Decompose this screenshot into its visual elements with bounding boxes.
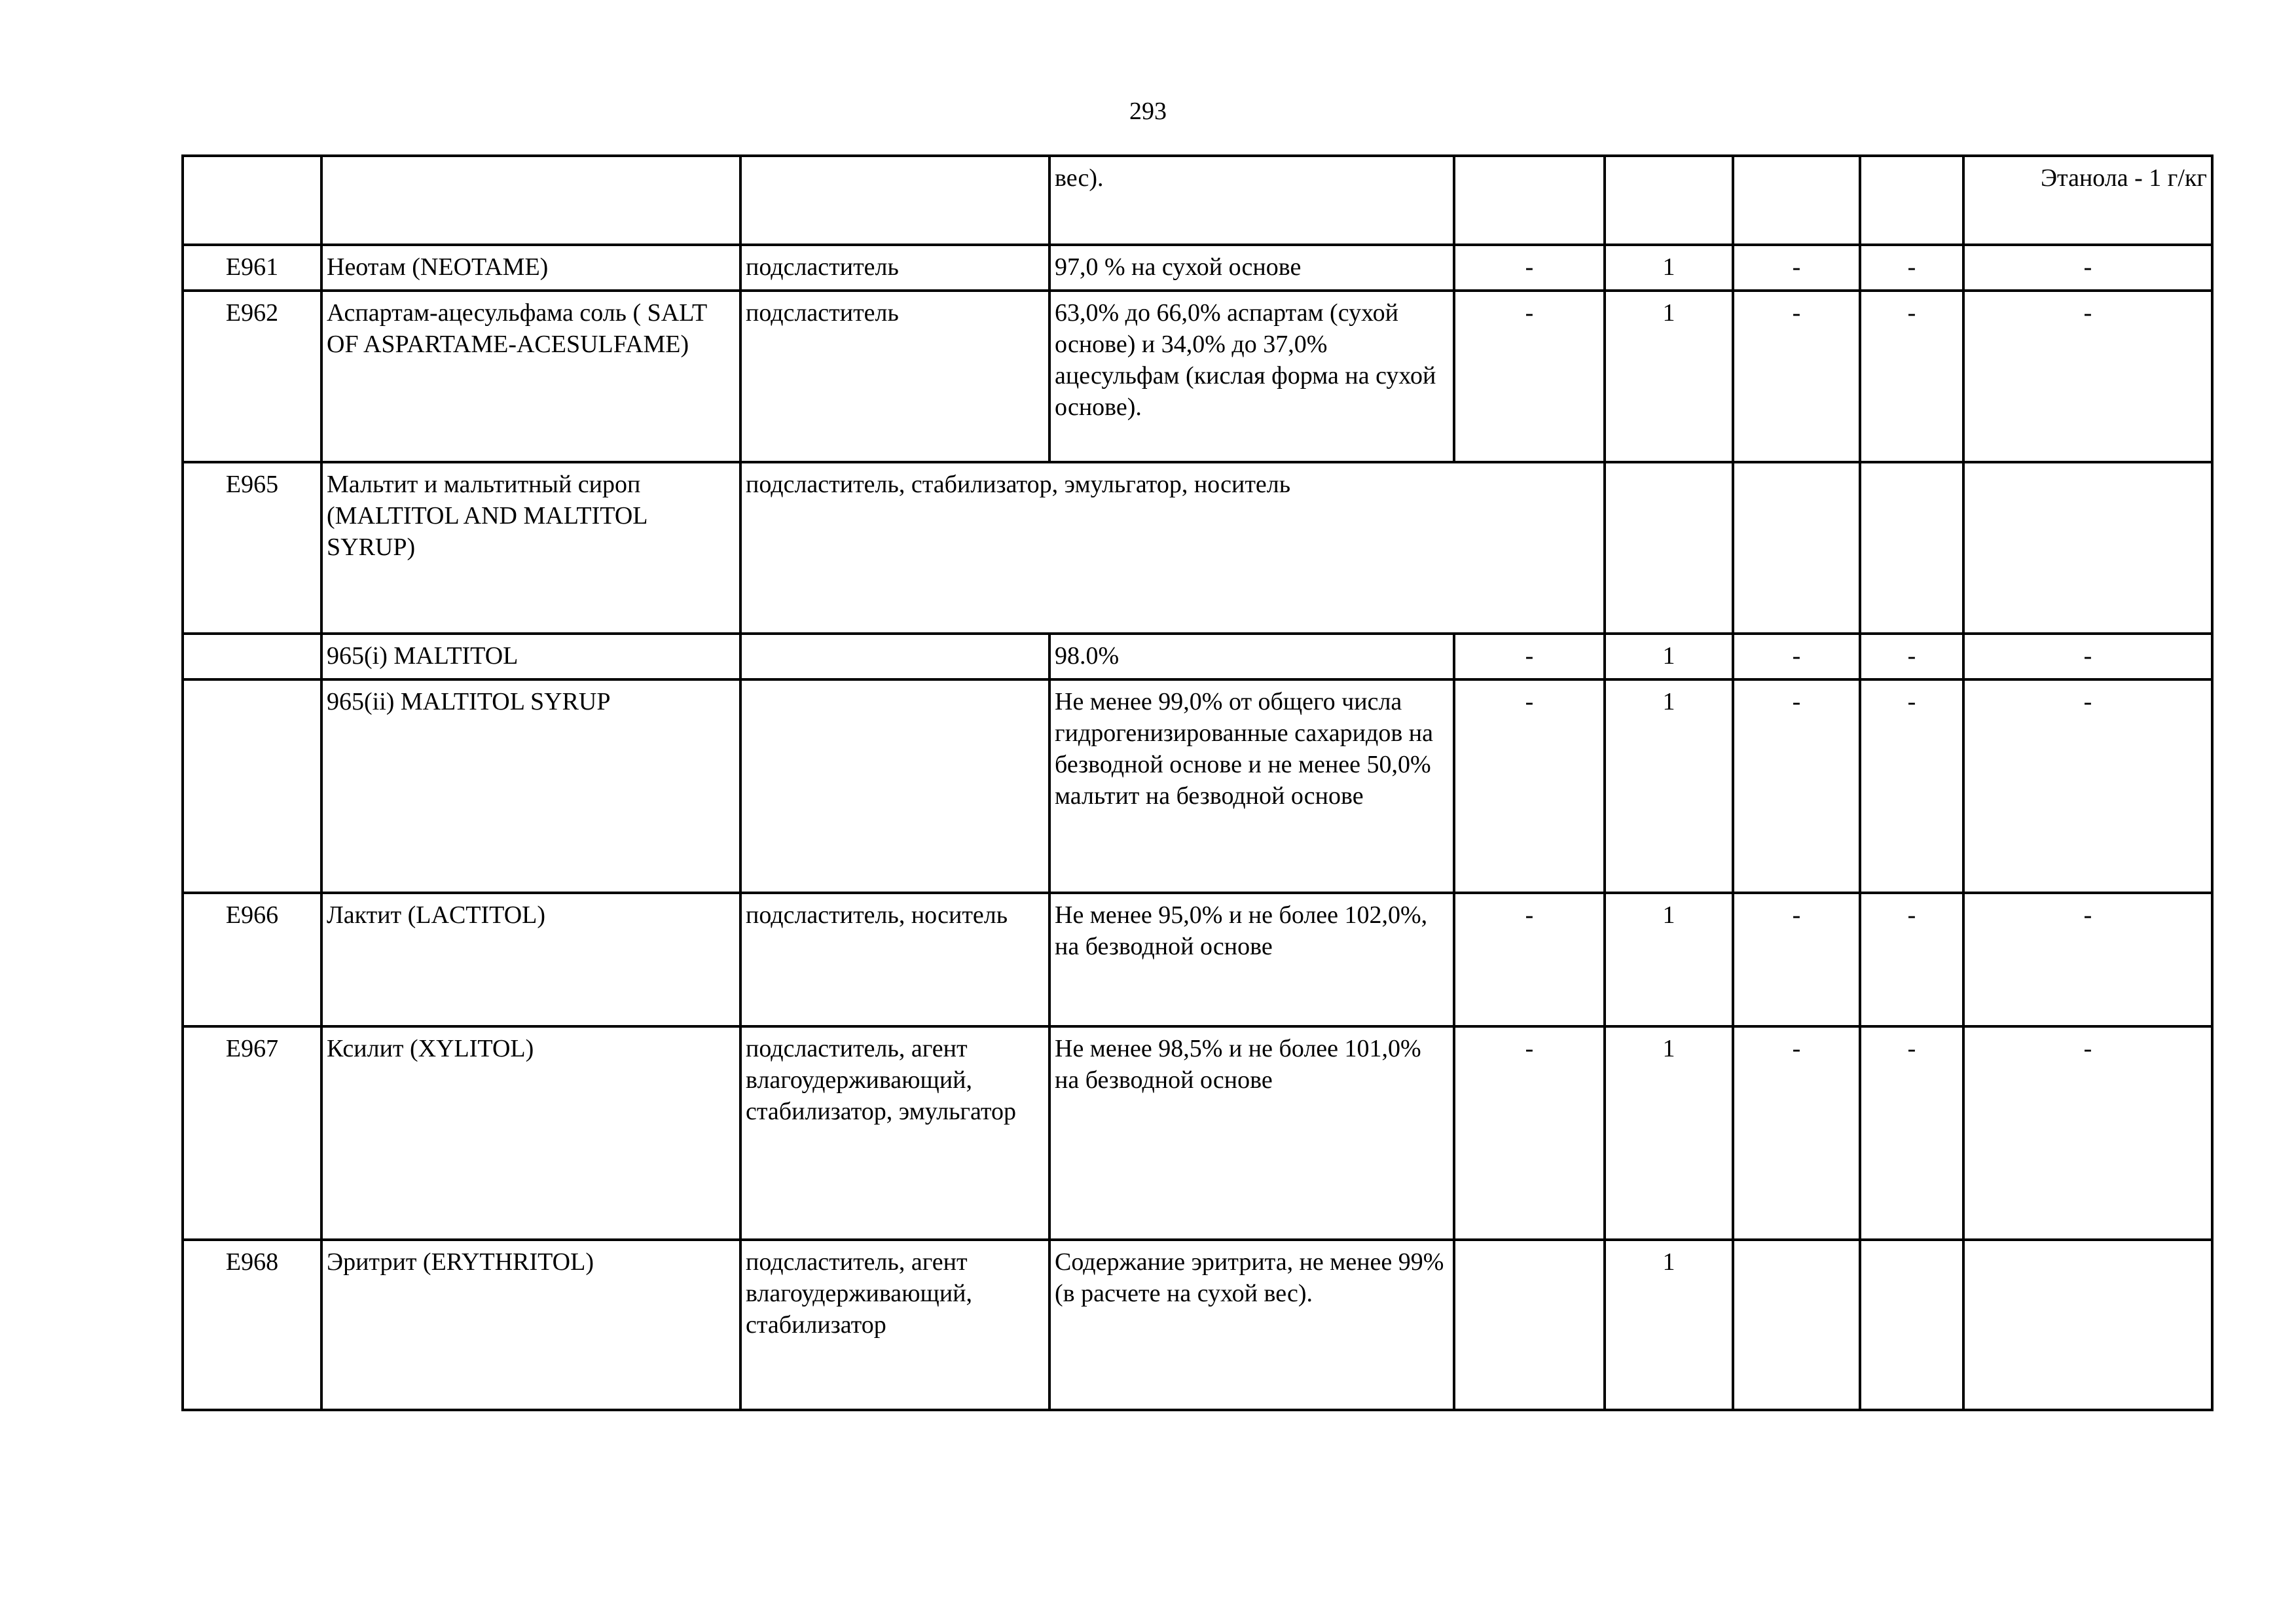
col6-cell: 1 [1605,245,1733,291]
table-row [183,1240,2212,1410]
col6-cell [1605,156,1733,245]
function-cell [740,679,1049,893]
col6-cell [1605,462,1733,634]
name-cell: Эритрит (ERYTHRITOL) [321,1240,740,1410]
col7-cell: - [1733,893,1860,1026]
col7-cell: - [1733,634,1860,679]
code-cell: E967 [183,1026,321,1240]
page-number: 293 [1129,98,1167,125]
function-cell: подсластитель [740,245,1049,291]
col9-cell: - [1963,1026,2212,1240]
code-cell [183,634,321,679]
col7-cell [1733,156,1860,245]
code-cell: E962 [183,291,321,462]
purity-cell: Содержание эритрита, не менее 99% (в расчете на сухой вес). [1049,1240,1454,1410]
name-cell: Мальтит и мальтитный сироп (MALTITOL AND MALTITOL SYRUP) [321,462,740,634]
name-cell: Лактит (LACTITOL) [321,893,740,1026]
col5-cell [1454,156,1605,245]
function-cell: подсластитель, агент влагоудерживающий, стабилизатор [740,1240,1049,1410]
function-cell [740,156,1049,245]
col9-cell: - [1963,291,2212,462]
col9-cell: - [1963,245,2212,291]
col7-cell: - [1733,679,1860,893]
col9-cell: - [1963,679,2212,893]
table-row [183,893,2212,1026]
col6-cell: 1 [1605,291,1733,462]
name-cell: Неотам (NEOTAME) [321,245,740,291]
table-row [183,679,2212,893]
purity-cell: Не менее 98,5% и не более 101,0% на безводной основе [1049,1026,1454,1240]
function-cell: подсластитель, носитель [740,893,1049,1026]
table-row [183,156,2212,245]
col5-cell: - [1454,291,1605,462]
col7-cell: - [1733,291,1860,462]
code-cell: E968 [183,1240,321,1410]
col9-cell: - [1963,893,2212,1026]
table-row [183,1026,2212,1240]
col8-cell: - [1860,291,1963,462]
name-cell [321,156,740,245]
table-row [183,245,2212,291]
table-row [183,634,2212,679]
col6-cell: 1 [1605,893,1733,1026]
function-merged-cell: подсластитель, стабилизатор, эмульгатор, носитель [740,462,1605,634]
purity-cell: вес). [1049,156,1454,245]
col5-cell [1454,1240,1605,1410]
col8-cell: - [1860,893,1963,1026]
table-row [183,291,2212,462]
code-cell: E966 [183,893,321,1026]
col5-cell: - [1454,634,1605,679]
col8-cell [1860,462,1963,634]
code-cell: E961 [183,245,321,291]
col9-cell [1963,462,2212,634]
col6-cell: 1 [1605,634,1733,679]
col5-cell: - [1454,1026,1605,1240]
function-cell: подсластитель, агент влагоудерживающий, стабилизатор, эмульгатор [740,1026,1049,1240]
purity-cell: Не менее 99,0% от общего числа гидрогенизированные сахаридов на безводной основе и не менее 50,0% мальтит на безводной основе [1049,679,1454,893]
code-cell [183,156,321,245]
col5-cell: - [1454,893,1605,1026]
col8-cell: - [1860,1026,1963,1240]
col8-cell: - [1860,679,1963,893]
col9-cell: Этанола - 1 г/кг [1963,156,2212,245]
function-cell: подсластитель [740,291,1049,462]
purity-cell: 98.0% [1049,634,1454,679]
name-cell: Аспартам-ацесульфама соль ( SALT OF ASPARTAME-ACESULFAME) [321,291,740,462]
purity-cell: Не менее 95,0% и не более 102,0%, на безводной основе [1049,893,1454,1026]
col6-cell: 1 [1605,679,1733,893]
col7-cell: - [1733,245,1860,291]
additives-table [181,154,2214,1411]
code-cell: E965 [183,462,321,634]
col9-cell: - [1963,634,2212,679]
col8-cell: - [1860,245,1963,291]
name-cell: 965(ii) MALTITOL SYRUP [321,679,740,893]
col6-cell: 1 [1605,1026,1733,1240]
col5-cell: - [1454,245,1605,291]
col6-cell: 1 [1605,1240,1733,1410]
col8-cell: - [1860,634,1963,679]
purity-cell: 97,0 % на сухой основе [1049,245,1454,291]
col7-cell [1733,462,1860,634]
col5-cell: - [1454,679,1605,893]
col7-cell [1733,1240,1860,1410]
code-cell [183,679,321,893]
col9-cell [1963,1240,2212,1410]
function-cell [740,634,1049,679]
col7-cell: - [1733,1026,1860,1240]
table-row [183,462,2212,634]
name-cell: Ксилит (XYLITOL) [321,1026,740,1240]
col8-cell [1860,156,1963,245]
purity-cell: 63,0% до 66,0% аспартам (сухой основе) и 34,0% до 37,0% ацесульфам (кислая форма на сухой основе). [1049,291,1454,462]
name-cell: 965(i) MALTITOL [321,634,740,679]
col8-cell [1860,1240,1963,1410]
